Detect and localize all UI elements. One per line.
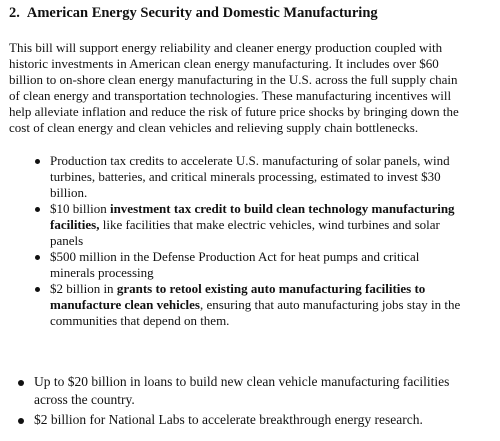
bullet-text: , ensuring that auto manufacturing jobs stay in the	[199, 297, 461, 312]
bullet-text: minerals processing	[50, 265, 154, 280]
intro-line: This bill will support energy reliability and cleaner energy production coupled with	[9, 40, 443, 55]
section-number: 2.	[9, 5, 20, 21]
bullet-text: across the country.	[34, 392, 135, 407]
bullet-line	[34, 411, 449, 429]
bullet-item	[50, 249, 460, 281]
bullet-item	[50, 281, 460, 329]
bullet-line	[34, 373, 449, 391]
bullet-line	[34, 391, 449, 409]
intro-line: help alleviate inflation and reduce the risk of future price shocks by bringing down the	[9, 104, 459, 119]
bullet-line	[50, 217, 460, 233]
bullet-item	[34, 373, 449, 409]
bullet-line	[50, 201, 460, 217]
bullet-text: turbines, batteries, and critical minerals processing, estimated to invest $30	[50, 169, 441, 184]
bullet-text: $2 billion for National Labs to accelerate breakthrough energy research.	[34, 412, 423, 427]
intro-line: of clean energy and transportation technologies. These manufacturing incentives will	[9, 88, 452, 103]
bullet-text: panels	[50, 233, 84, 248]
bullet-dot-icon	[35, 207, 40, 212]
bullet-line	[50, 297, 460, 313]
bullet-text: $500 million in the Defense Production Act for heat pumps and critical	[50, 249, 420, 264]
lower-bullet-list	[34, 373, 449, 431]
bullet-item	[50, 153, 460, 201]
bullet-dot-icon	[18, 380, 24, 386]
investment-bullet-list	[50, 153, 460, 329]
section-heading	[9, 5, 378, 22]
bullet-line	[50, 313, 460, 329]
bullet-bold-text: grants to retool existing auto manufacturing facilities to	[116, 281, 426, 296]
intro-line: historic investments in American clean energy manufacturing. It includes over $60	[9, 56, 439, 71]
bullet-text: communities that depend on them.	[50, 313, 230, 328]
bullet-line	[50, 185, 460, 201]
bullet-text: billion.	[50, 185, 88, 200]
bullet-item	[34, 411, 449, 429]
bullet-text: $10 billion	[50, 201, 110, 216]
bullet-line	[50, 233, 460, 249]
bullet-dot-icon	[18, 418, 24, 424]
intro-paragraph	[9, 40, 494, 136]
bullet-bold-text: facilities,	[50, 217, 100, 232]
intro-line: cost of clean energy and clean vehicles and relieving supply chain bottlenecks.	[9, 120, 419, 135]
bullet-text: Production tax credits to accelerate U.S. manufacturing of solar panels, wind	[50, 153, 450, 168]
bullet-line	[50, 169, 460, 185]
bullet-text: like facilities that make electric vehicles, wind turbines and solar	[99, 217, 440, 232]
bullet-item	[50, 201, 460, 249]
bullet-text: $2 billion in	[50, 281, 117, 296]
bullet-bold-text: manufacture clean vehicles	[50, 297, 200, 312]
bullet-bold-text: investment tax credit to build clean technology manufacturing	[109, 201, 455, 216]
bullet-line	[50, 249, 460, 265]
intro-line: billion to on-shore clean energy manufacturing in the U.S. across the full supply chain	[9, 72, 458, 87]
section-title: American Energy Security and Domestic Manufacturing	[26, 5, 378, 21]
bullet-line	[50, 153, 460, 169]
bullet-dot-icon	[35, 255, 40, 260]
bullet-dot-icon	[35, 159, 40, 164]
bullet-line	[50, 265, 460, 281]
bullet-line	[50, 281, 460, 297]
bullet-text: Up to $20 billion in loans to build new clean vehicle manufacturing facilities	[34, 374, 450, 389]
bullet-dot-icon	[35, 287, 40, 292]
